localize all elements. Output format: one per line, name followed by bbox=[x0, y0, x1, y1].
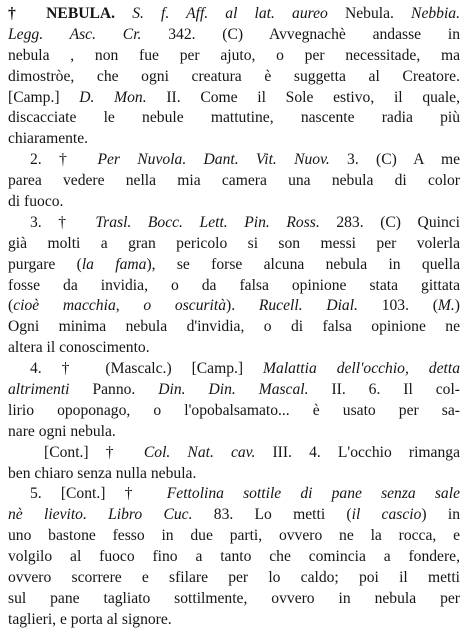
italic-text: altrimenti bbox=[8, 381, 70, 399]
text-line bbox=[8, 317, 460, 338]
text-line bbox=[8, 484, 460, 505]
text-line bbox=[8, 234, 460, 255]
text-line bbox=[8, 380, 460, 401]
text-run bbox=[115, 5, 132, 22]
text-run: Panno. bbox=[69, 381, 159, 399]
text-line bbox=[8, 422, 460, 443]
text-line bbox=[8, 213, 460, 234]
italic-text: cioè macchia, o oscurità bbox=[13, 297, 227, 315]
text-run: 4. † (Mascalc.) [Camp.] bbox=[30, 360, 264, 378]
text-run: [Camp.] bbox=[8, 88, 80, 106]
text-run: ), se forse alcuna nebula in quella bbox=[146, 255, 461, 273]
text-run: [Cont.] † bbox=[44, 443, 144, 461]
entry-definition-4-citation bbox=[8, 443, 460, 485]
text-run: II. 6. Il col- bbox=[308, 381, 460, 399]
text-line bbox=[8, 67, 460, 88]
text-line bbox=[8, 4, 460, 25]
text-run: Nebula. bbox=[327, 5, 412, 22]
text-line bbox=[8, 296, 460, 317]
text-run: dimostròe, che ogni creatura è suggetta al Creatore. bbox=[8, 67, 460, 85]
text-line bbox=[8, 359, 460, 380]
text-run: nare ogni nebula. bbox=[8, 422, 116, 440]
text-line bbox=[8, 589, 460, 610]
text-run: III. 4. L'occhio rimanga bbox=[255, 443, 460, 461]
text-run: 3. (C) A me bbox=[329, 151, 460, 169]
text-line bbox=[8, 88, 460, 109]
text-line bbox=[8, 610, 460, 631]
text-run: già molti a gran pericolo si son messi per volerla bbox=[8, 234, 460, 252]
text-run: ) bbox=[454, 297, 460, 315]
text-line bbox=[8, 338, 460, 359]
text-run: nebula , non fue per ajuto, o per necessitade, ma bbox=[8, 46, 460, 64]
italic-text: il cascio bbox=[351, 506, 422, 524]
italic-text: Nebbia. bbox=[411, 5, 460, 22]
italic-text: M. bbox=[437, 297, 455, 315]
italic-text: Legg. Asc. Cr. bbox=[8, 25, 142, 43]
text-run: sul pane tagliato sottilmente, ovvero in nebula per bbox=[8, 589, 460, 607]
text-run: 283. (C) Quinci bbox=[319, 213, 460, 231]
text-line bbox=[8, 108, 460, 129]
text-line bbox=[8, 568, 460, 589]
headword: † NEBULA. bbox=[8, 5, 116, 22]
text-line bbox=[8, 464, 460, 485]
text-line bbox=[8, 505, 460, 526]
text-run: 83. Lo metti ( bbox=[192, 506, 352, 524]
italic-text: Col. Nat. cav. bbox=[143, 443, 256, 461]
text-line bbox=[8, 547, 460, 568]
italic-text: Trasl. Bocc. Lett. Pin. Ross. bbox=[95, 213, 320, 231]
text-line bbox=[8, 150, 460, 171]
text-line bbox=[8, 276, 460, 297]
text-run: ovvero scorrere e sfilare per lo caldo; poi il metti bbox=[8, 569, 460, 587]
italic-text: Rucell. Dial. bbox=[258, 297, 358, 315]
text-line bbox=[8, 443, 460, 464]
text-run: lirio opoponago, o l'opobalsamato... è usato per sa- bbox=[8, 401, 460, 419]
text-run: II. Come il Sole estivo, il quale, bbox=[146, 88, 460, 106]
italic-text: Fettolina sottile di pane senza sale bbox=[166, 485, 460, 503]
text-line bbox=[8, 129, 460, 150]
text-run: uno bastone fesso in due parti, ovvero ne la rocca, e bbox=[8, 527, 460, 545]
text-run: 103. ( bbox=[357, 297, 438, 315]
text-run: 5. [Cont.] † bbox=[30, 485, 167, 503]
text-line bbox=[8, 255, 460, 276]
entry-definition-5 bbox=[8, 484, 460, 630]
text-line bbox=[8, 25, 460, 46]
text-run: parea vedere nella mia camera una nebula di color bbox=[8, 172, 460, 190]
text-line bbox=[8, 526, 460, 547]
text-run: discacciate le nebule mattutine, nascente radia più bbox=[8, 109, 460, 127]
text-run: ( bbox=[8, 297, 14, 315]
text-line bbox=[8, 46, 460, 67]
text-run: ben chiaro senza nulla nebula. bbox=[8, 464, 197, 482]
text-run: volgilo al fuoco fino a tanto che comincia a fondere, bbox=[8, 548, 460, 566]
text-line bbox=[8, 192, 460, 213]
entry-definition-4 bbox=[8, 359, 460, 443]
text-run: 342. (C) Avvegnachè andasse in bbox=[141, 25, 460, 43]
text-run: 3. † bbox=[30, 213, 96, 231]
italic-text: la fama bbox=[81, 255, 147, 273]
text-run: 2. † bbox=[30, 151, 98, 169]
text-run: taglieri, e porta al signore. bbox=[8, 610, 172, 628]
text-run: Ogni minima nebula d'invidia, o di falsa opinione ne bbox=[8, 318, 460, 336]
text-run: ) in bbox=[421, 506, 460, 524]
text-run: altera il conoscimento. bbox=[8, 339, 150, 357]
italic-text: D. Mon. bbox=[79, 88, 147, 106]
text-run: di fuoco. bbox=[8, 193, 64, 211]
text-run: purgare ( bbox=[8, 255, 82, 273]
text-run: chiaramente. bbox=[8, 130, 89, 148]
entry-definition-1 bbox=[8, 4, 460, 150]
text-line bbox=[8, 171, 460, 192]
entry-definition-3 bbox=[8, 213, 460, 359]
text-line bbox=[8, 401, 460, 422]
entry-definition-2 bbox=[8, 150, 460, 213]
italic-text: Per Nuvola. Dant. Vit. Nuov. bbox=[97, 151, 330, 169]
italic-text: Malattia dell'occhio, detta bbox=[263, 360, 460, 378]
italic-text: nè lievito. Libro Cuc. bbox=[8, 506, 193, 524]
italic-text: S. f. Aff. al lat. aureo bbox=[132, 5, 328, 22]
text-run: fosse da invidia, o da falsa opinione stata gittata bbox=[8, 276, 460, 294]
italic-text: Din. Din. Mascal. bbox=[158, 381, 309, 399]
dictionary-entry bbox=[8, 4, 460, 631]
text-run: ). bbox=[226, 297, 259, 315]
